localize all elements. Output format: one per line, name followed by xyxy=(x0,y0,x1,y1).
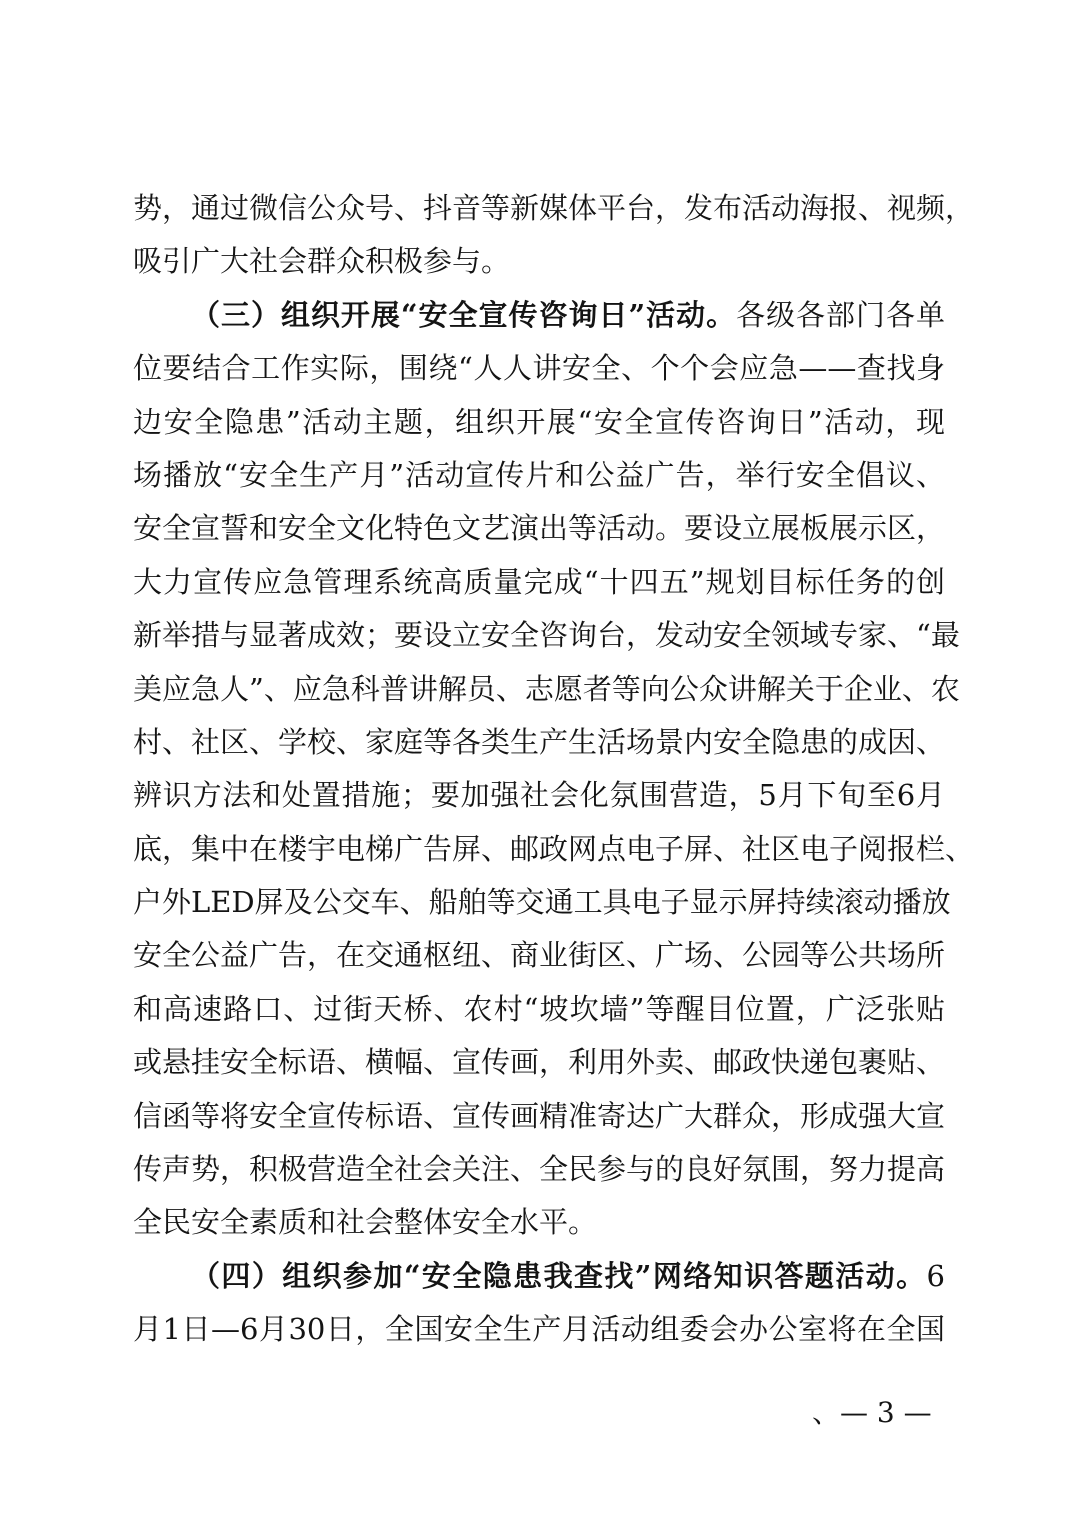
page-number: 、— 3 — xyxy=(812,1396,932,1429)
text-line: 传声势，积极营造全社会关注、全民参与的良好氛围，努力提高 xyxy=(133,1152,946,1187)
text-line: 位要结合工作实际，围绕“人人讲安全、个个会应急——查找身 xyxy=(133,351,945,386)
text-line: 月1日—6月30日，全国安全生产月活动组委会办公室将在全国 xyxy=(133,1312,945,1347)
text-line: 辨识方法和处置措施；要加强社会化氛围营造，5月下旬至6月 xyxy=(133,778,945,813)
text-line: 底，集中在楼宇电梯广告屏、邮政网点电子屏、社区电子阅报栏、 xyxy=(133,831,975,866)
text-line: 信函等将安全宣传标语、宣传画精准寄达广大群众，形成强大宣 xyxy=(133,1098,946,1133)
text-line: 吸引广大社会群众积极参与。 xyxy=(133,244,511,279)
section-three-heading: （三）组织开展“安全宣传咨询日”活动。 xyxy=(191,297,737,332)
text-line: 美应急人”、应急科普讲解员、志愿者等向公众讲解关于企业、农 xyxy=(133,671,960,706)
text-segment: 6 xyxy=(926,1258,945,1293)
text-line: 势，通过微信公众号、抖音等新媒体平台，发布活动海报、视频， xyxy=(133,191,975,225)
text-line: 新举措与显著成效；要设立安全咨询台，发动安全领域专家、“最 xyxy=(133,618,960,653)
section-three-paragraph-start xyxy=(133,289,945,342)
text-segment: 各级各部门各单 xyxy=(736,297,945,332)
text-line: 村、社区、学校、家庭等各类生产生活场景内安全隐患的成因、 xyxy=(133,724,946,759)
text-line: 边安全隐患”活动主题，组织开展“安全宣传咨询日”活动，现 xyxy=(133,404,945,439)
text-line: 全民安全素质和社会整体安全水平。 xyxy=(133,1205,598,1240)
text-line: 安全宣誓和安全文化特色文艺演出等活动。要设立展板展示区， xyxy=(133,511,946,546)
text-line: 和高速路口、过街天桥、农村“坡坎墙”等醒目位置，广泛张贴 xyxy=(133,991,945,1026)
text-line: 户外LED屏及公交车、船舶等交通工具电子显示屏持续滚动播放 xyxy=(133,885,951,920)
text-line: 安全公益广告，在交通枢纽、商业街区、广场、公园等公共场所 xyxy=(133,938,946,973)
text-line: 场播放“安全生产月”活动宣传片和公益广告，举行安全倡议、 xyxy=(133,457,945,492)
section-four-heading: （四）组织参加“安全隐患我查找”网络知识答题活动。 xyxy=(191,1258,927,1293)
text-line: 大力宣传应急管理系统高质量完成“十四五”规划目标任务的创 xyxy=(133,564,945,599)
section-four-paragraph-start xyxy=(133,1250,945,1303)
text-line: 或悬挂安全标语、横幅、宣传画，利用外卖、邮政快递包裹贴、 xyxy=(133,1045,946,1080)
body-text xyxy=(133,182,975,1357)
